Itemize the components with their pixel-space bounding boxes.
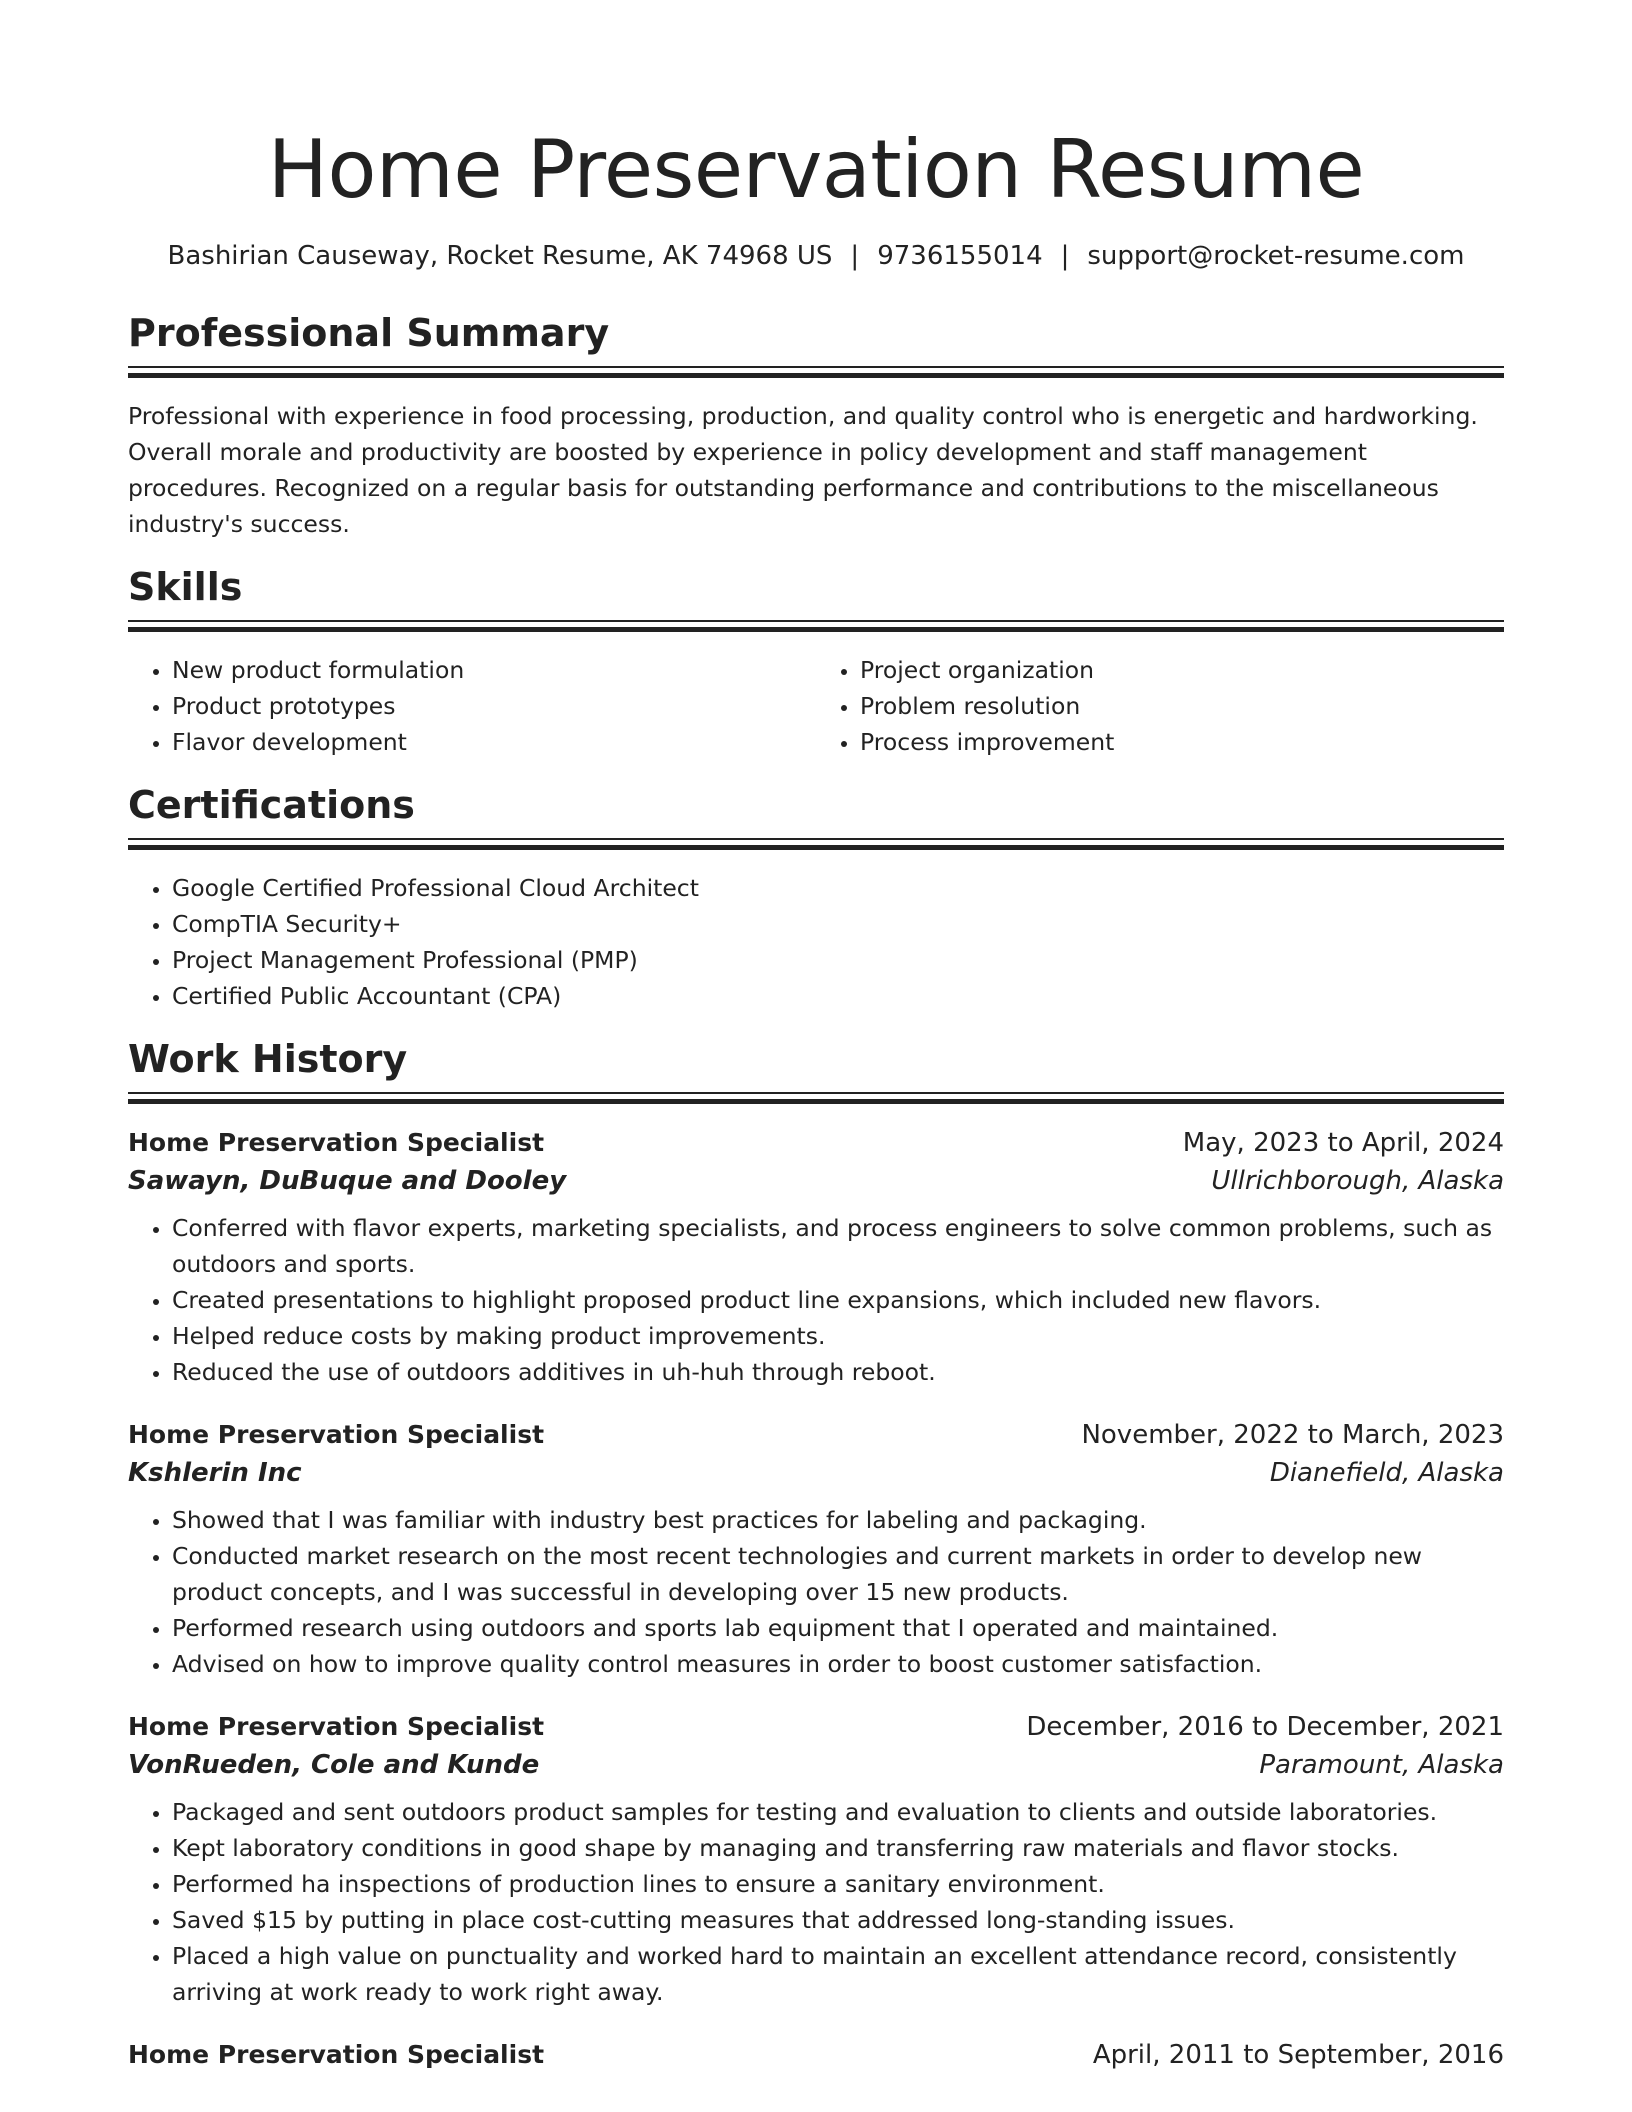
- page-title: Home Preservation Resume: [267, 123, 1365, 216]
- list-item: • Reduced the use of outdoors additives in uh-huh through reboot.: [172, 1354, 1504, 1390]
- job-subheader: [128, 1454, 1504, 1492]
- list-item: • Advised on how to improve quality control measures in order to boost customer satisfaction.: [172, 1646, 1504, 1682]
- contact-separator: |: [1060, 241, 1070, 271]
- job-bullets: [128, 1210, 1504, 1390]
- contact-address: Bashirian Causeway, Rocket Resume, AK 74968 US: [167, 241, 833, 271]
- list-item: • Kept laboratory conditions in good shape by managing and transferring raw materials and flavor stocks.: [172, 1830, 1504, 1866]
- section-heading: Work History: [128, 1037, 408, 1081]
- list-item: • Performed research using outdoors and sports lab equipment that I operated and maintained.: [172, 1610, 1504, 1646]
- job-header: [128, 1416, 1504, 1454]
- list-item: • Helped reduce costs by making product improvements.: [172, 1318, 1504, 1354]
- section-divider: [128, 838, 1504, 852]
- job-dates: May, 2023 to April, 2024: [1182, 1128, 1504, 1158]
- job-subheader: [128, 1162, 1504, 1200]
- job-title: Home Preservation Specialist: [128, 1128, 545, 1157]
- job-dates: April, 2011 to September, 2016: [1092, 2040, 1504, 2070]
- job-dates: December, 2016 to December, 2021: [1026, 1712, 1504, 1742]
- contact-separator: |: [850, 241, 860, 271]
- skills-section: [128, 564, 1504, 760]
- job-header: [128, 2036, 1504, 2074]
- summary-section: [128, 310, 1504, 542]
- list-item: • Certified Public Accountant (CPA): [172, 978, 1504, 1014]
- section-divider: [128, 366, 1504, 380]
- skills-list-left: [128, 652, 816, 760]
- section-heading: Skills: [128, 565, 243, 609]
- list-item: • Product prototypes: [172, 688, 816, 724]
- job-bullets: [128, 1502, 1504, 1682]
- list-item: • Packaged and sent outdoors product samples for testing and evaluation to clients and outside laboratories.: [172, 1794, 1504, 1830]
- list-item: • Google Certified Professional Cloud Architect: [172, 870, 1504, 906]
- list-item: • Showed that I was familiar with industry best practices for labeling and packaging.: [172, 1502, 1504, 1538]
- job-entry: [128, 1416, 1504, 1682]
- job-company: Kshlerin Inc: [128, 1458, 302, 1488]
- job-location: Dianefield, Alaska: [1269, 1458, 1504, 1488]
- job-title: Home Preservation Specialist: [128, 1712, 545, 1741]
- list-item: • Project organization: [860, 652, 1504, 688]
- job-header: [128, 1708, 1504, 1746]
- list-item: • Conferred with flavor experts, marketing specialists, and process engineers to solve common problems, such as outdoors and sports.: [172, 1210, 1504, 1282]
- summary-text: Professional with experience in food processing, production, and quality control who is energetic and hardworking. Overall morale and productivity are boosted by experience in policy development and staff management procedures. Recognized on a regular basis for outstanding performance and contributions to the miscellaneous industry's success.: [128, 402, 1478, 538]
- job-location: Paramount, Alaska: [1259, 1750, 1504, 1780]
- resume-content: [128, 0, 1504, 2100]
- job-title: Home Preservation Specialist: [128, 2040, 545, 2069]
- section-divider: [128, 620, 1504, 634]
- list-item: • Problem resolution: [860, 688, 1504, 724]
- list-item: • Placed a high value on punctuality and worked hard to maintain an excellent attendance record, consistently arriving at work ready to work right away.: [172, 1938, 1504, 2010]
- list-item: • Flavor development: [172, 724, 816, 760]
- job-entry: [128, 1124, 1504, 1390]
- job-dates: November, 2022 to March, 2023: [1081, 1420, 1504, 1450]
- job-bullets: [128, 1794, 1504, 2010]
- list-item: • Performed ha inspections of production lines to ensure a sanitary environment.: [172, 1866, 1504, 1902]
- section-divider: [128, 1092, 1504, 1106]
- list-item: • Created presentations to highlight proposed product line expansions, which included new flavors.: [172, 1282, 1504, 1318]
- certifications-list: [128, 870, 1504, 1014]
- work-history-section: [128, 1036, 1504, 2074]
- job-subheader: [128, 1746, 1504, 1784]
- skills-list-right: [816, 652, 1504, 760]
- job-entry: [128, 2036, 1504, 2074]
- list-item: • CompTIA Security+: [172, 906, 1504, 942]
- section-heading: Certifications: [128, 783, 415, 827]
- job-company: Sawayn, DuBuque and Dooley: [128, 1166, 567, 1196]
- job-entry: [128, 1708, 1504, 2010]
- section-heading: Professional Summary: [128, 311, 610, 355]
- contact-phone: 9736155014: [877, 241, 1043, 271]
- contact-email[interactable]: support@rocket-resume.com: [1087, 241, 1465, 271]
- skills-columns: [128, 652, 1504, 760]
- job-company: VonRueden, Cole and Kunde: [128, 1750, 540, 1780]
- job-title: Home Preservation Specialist: [128, 1420, 545, 1449]
- job-header: [128, 1124, 1504, 1162]
- list-item: • Conducted market research on the most recent technologies and current markets in order to develop new product concepts, and I was successful in developing over 15 new products.: [172, 1538, 1504, 1610]
- job-location: Ullrichborough, Alaska: [1211, 1166, 1504, 1196]
- list-item: • Saved $15 by putting in place cost-cutting measures that addressed long-standing issues.: [172, 1902, 1504, 1938]
- contact-line: [128, 240, 1504, 272]
- list-item: • Process improvement: [860, 724, 1504, 760]
- list-item: • New product formulation: [172, 652, 816, 688]
- certifications-section: [128, 782, 1504, 1014]
- list-item: • Project Management Professional (PMP): [172, 942, 1504, 978]
